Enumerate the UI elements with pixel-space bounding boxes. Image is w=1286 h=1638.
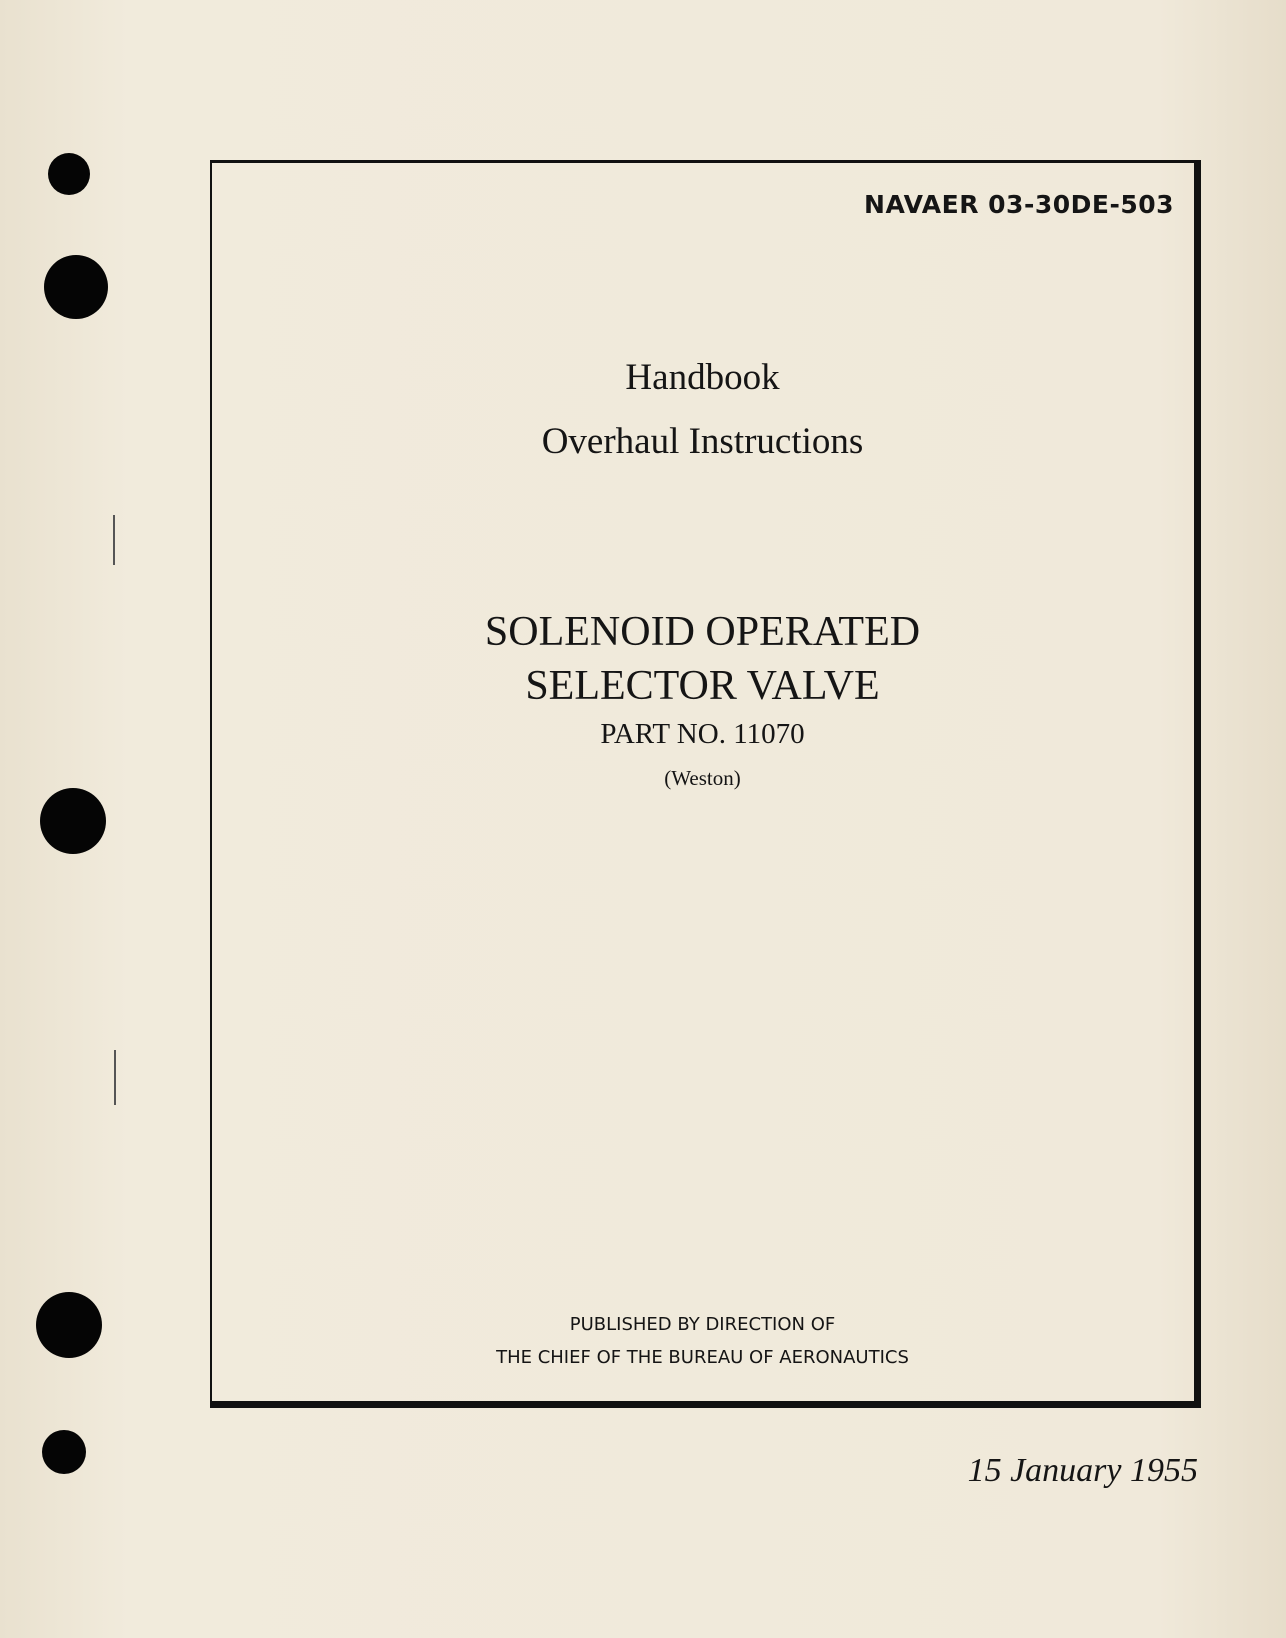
binder-hole (42, 1430, 86, 1474)
staple-mark (114, 1050, 116, 1105)
binder-hole (36, 1292, 102, 1358)
subject-line-1: SOLENOID OPERATED (484, 609, 921, 655)
document-number: NAVAER 03-30DE-503 (864, 190, 1174, 219)
title-handbook: Handbook (625, 357, 780, 398)
publication-date: 15 January 1955 (967, 1452, 1198, 1489)
title-overhaul-instructions: Overhaul Instructions (541, 421, 864, 462)
subject-line-2: SELECTOR VALVE (525, 663, 880, 709)
publisher-line-1: PUBLISHED BY DIRECTION OF (569, 1314, 836, 1335)
publisher-line-2: THE CHIEF OF THE BUREAU OF AERONAUTICS (496, 1347, 909, 1368)
manufacturer: (Weston) (664, 766, 741, 790)
binder-hole (44, 255, 108, 319)
binder-hole (48, 153, 90, 195)
staple-mark (113, 515, 115, 565)
binder-hole (40, 788, 106, 854)
part-number: PART NO. 11070 (600, 718, 805, 750)
